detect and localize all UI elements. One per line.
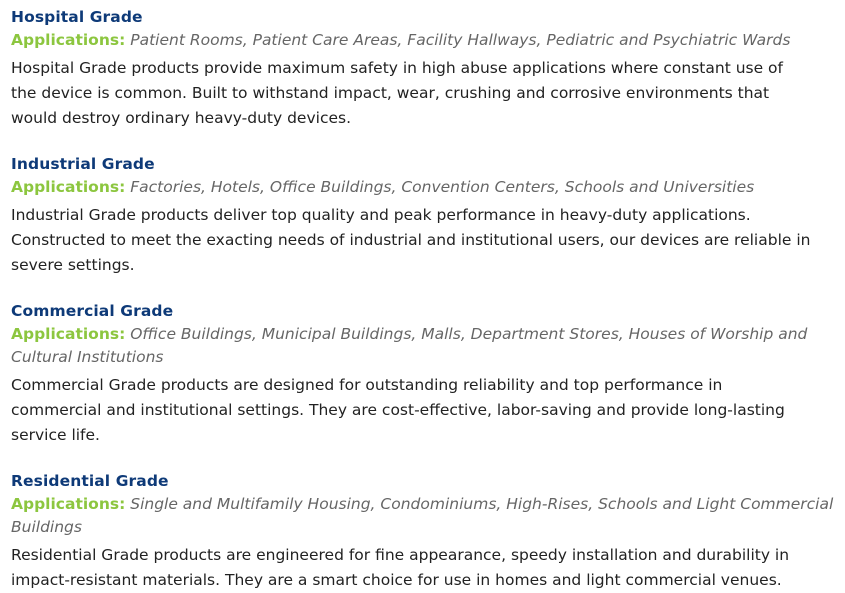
grade-title: Residential Grade: [11, 472, 169, 490]
grade-title: Industrial Grade: [11, 155, 155, 173]
applications-list: Patient Rooms, Patient Care Areas, Facility Hallways, Pediatric and Psychiatric Wards: [130, 31, 791, 49]
applications-line: [11, 176, 841, 199]
applications-label: Applications:: [11, 325, 126, 343]
grade-description: Residential Grade products are engineered for fine appearance, speedy installation and durability in impact-resistant materials. They are a smart choice for use in homes and light commercial venues.: [11, 546, 790, 589]
grade-description: Commercial Grade products are designed for outstanding reliability and top performance in commercial and institutional settings. They are cost-effective, labor-saving and provide long-lasting service life.: [11, 376, 785, 444]
grade-title: Hospital Grade: [11, 8, 143, 26]
applications-line: [11, 493, 841, 539]
grade-description: Industrial Grade products deliver top quality and peak performance in heavy-duty applications. Constructed to meet the exacting needs of industrial and institutional users, our devices are reliable in severe settings.: [11, 206, 811, 274]
grade-title: Commercial Grade: [11, 302, 174, 320]
applications-list: Factories, Hotels, Office Buildings, Convention Centers, Schools and Universities: [130, 178, 755, 196]
applications-label: Applications:: [11, 495, 126, 513]
applications-list: Office Buildings, Municipal Buildings, Malls, Department Stores, Houses of Worship and Cultural Institutions: [11, 325, 808, 366]
applications-line: [11, 29, 841, 52]
grade-section-hospital: [11, 6, 845, 131]
grade-section-residential: [11, 470, 845, 593]
applications-line: [11, 323, 841, 369]
applications-list: Single and Multifamily Housing, Condominiums, High-Rises, Schools and Light Commercial Buildings: [11, 495, 834, 536]
applications-label: Applications:: [11, 31, 126, 49]
applications-label: Applications:: [11, 178, 126, 196]
grade-description: Hospital Grade products provide maximum safety in high abuse applications where constant use of the device is common. Built to withstand impact, wear, crushing and corrosive environments that would destroy ordinary heavy-duty devices.: [11, 59, 783, 127]
grade-section-industrial: [11, 153, 845, 278]
grade-section-commercial: [11, 300, 845, 448]
